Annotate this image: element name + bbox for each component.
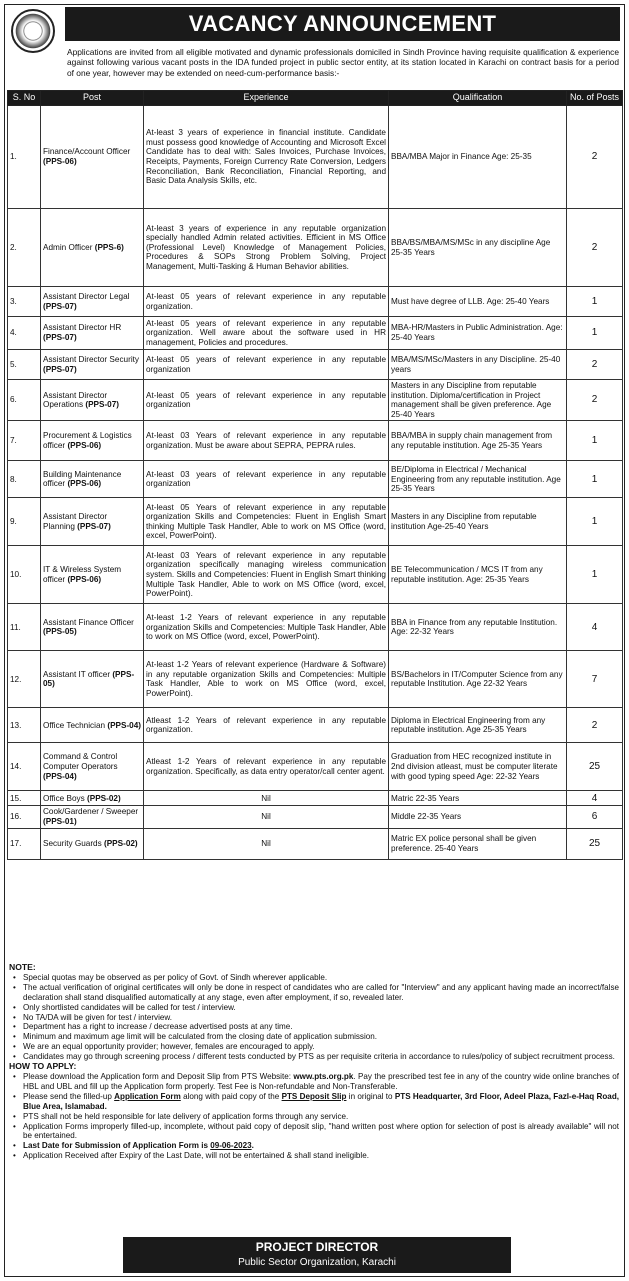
row-experience: At-least 03 Years of relevant experience in any reputable organization specifically managing wireless communication system. Skills and Competencies: Fluent in English Smart thinking Multiple Task Handler, Able to work on MS Office (word, excel, PowerPoint).	[144, 546, 389, 604]
table-row	[8, 546, 623, 604]
post-scale: (PPS-06)	[67, 479, 102, 489]
post-name: Cook/Gardener / Sweeper	[43, 807, 139, 817]
row-posts: 7	[567, 651, 623, 708]
apply-item: • Application Received after Expiry of the Last Date, will not be entertained & shall stand ineligible.	[9, 1151, 619, 1161]
row-qualification: BE Telecommunication / MCS IT from any reputable institution. Age: 25-35 Years	[389, 546, 567, 604]
row-experience: Nil	[144, 828, 389, 859]
header	[5, 5, 624, 45]
row-sno: 14.	[8, 743, 41, 791]
note-item: • Only shortlisted candidates will be called for test / interview.	[9, 1003, 619, 1013]
post-scale: (PPS-6)	[94, 242, 124, 252]
apply-text: . Pay the prescribed test fee in any of the country wide online branches of HBL and UBL and fill up the Application form properly. Test Fee is Non-refundable and Non-Transferable.	[23, 1071, 620, 1091]
row-sno: 5.	[8, 350, 41, 380]
header-sno: S. No	[8, 91, 41, 106]
table-header-row	[8, 91, 623, 106]
apply-item	[9, 1092, 619, 1112]
post-name: Finance/Account Officer	[43, 147, 131, 157]
row-sno: 3.	[8, 287, 41, 317]
row-qualification: Matric 22-35 Years	[389, 791, 567, 806]
table-row	[8, 350, 623, 380]
row-experience: At-least 03 Years of relevant experience in any reputable organization. Must be aware about SEPRA, PEPRA rules.	[144, 421, 389, 461]
row-experience: At-least 1-2 Years of relevant experience in any reputable organization Skills and Competencies: Multiple Task Handler, Able to work on MS Office (word, excel, PowerPoint).	[144, 604, 389, 651]
row-post	[41, 421, 144, 461]
table-row	[8, 380, 623, 421]
post-name: Assistant Director Security	[43, 354, 140, 364]
post-name: Procurement & Logistics officer	[43, 431, 132, 450]
table-row	[8, 106, 623, 209]
row-post	[41, 604, 144, 651]
post-name: Assistant Director Legal	[43, 291, 130, 301]
post-scale: (PPS-02)	[87, 793, 121, 803]
row-experience: Nil	[144, 791, 389, 806]
how-to-apply-heading: HOW TO APPLY:	[9, 1061, 77, 1072]
row-post	[41, 828, 144, 859]
apply-text: Please download the Application form and Deposit Slip from PTS Website:	[23, 1071, 294, 1081]
post-name: Building Maintenance officer	[43, 469, 122, 489]
last-date-value: 09-06-2023	[210, 1141, 252, 1151]
row-sno: 6.	[8, 380, 41, 421]
last-date-label: Last Date for Submission of Application Form is	[23, 1141, 211, 1151]
row-experience: At-least 3 years of experience in any reputable organization specially handled Admin related activities. Efficient in MS Office (Professional Level) Knowledge of Management Policies, Procedures & SOPs Strong Problem Solving, Project Management, Multi-Tasking & Human Behavior abilities.	[144, 209, 389, 287]
table-row	[8, 461, 623, 498]
row-posts: 4	[567, 604, 623, 651]
note-item: • Department has a right to increase / decrease advertised posts at any time.	[9, 1022, 619, 1032]
deposit-slip-label: PTS Deposit Slip	[281, 1091, 347, 1101]
post-name: Assistant IT officer	[43, 669, 111, 679]
apply-item	[9, 1072, 619, 1092]
row-post	[41, 743, 144, 791]
apply-text: in original to	[346, 1091, 395, 1101]
post-scale: (PPS-06)	[43, 157, 77, 166]
footer-title: PROJECT DIRECTOR	[255, 1240, 379, 1254]
row-post	[41, 317, 144, 350]
row-experience: At-least 03 years of relevant experience in any reputable organization	[144, 461, 389, 498]
post-scale: (PPS-02)	[103, 838, 138, 848]
row-post	[41, 209, 144, 287]
row-qualification: MBA-HR/Masters in Public Administration. Age: 25-40 Years	[389, 317, 567, 350]
post-scale: (PPS-06)	[67, 574, 102, 584]
row-experience: Atleast 1-2 Years of relevant experience in any reputable organization. Specifically, as data entry operator/call center agent.	[144, 743, 389, 791]
post-name: Admin Officer	[43, 242, 93, 252]
header-qualification: Qualification	[389, 91, 567, 106]
row-qualification: Graduation from HEC recognized institute in 2nd division atleast, must be computer literate with good typing speed Age: 22-32 Years	[389, 743, 567, 791]
post-name: Assistant Director HR	[43, 323, 122, 333]
row-posts: 2	[567, 380, 623, 421]
pts-website-link[interactable]: www.pts.org.pk	[293, 1071, 354, 1081]
row-post	[41, 806, 144, 828]
post-name: Assistant Finance Officer	[43, 617, 134, 627]
row-qualification: Masters in any Discipline from reputable institution Age-25-40 Years	[389, 498, 567, 546]
row-sno: 11.	[8, 604, 41, 651]
row-experience: At-least 05 Years of relevant experience in any reputable organization Skills and Competencies: Fluent in English Smart thinking Multiple Task Handler, Able to work on MS Office (word, excel, PowerPoint).	[144, 498, 389, 546]
row-post	[41, 461, 144, 498]
table-row	[8, 209, 623, 287]
footer-signature	[123, 1237, 511, 1273]
row-experience: At-least 1-2 Years of relevant experience (Hardware & Software) in any reputable organization Skills and Competencies: Multiple Task Handler, Able to work on MS Office (word, excel, PowerPoint).	[144, 651, 389, 708]
row-posts: 1	[567, 317, 623, 350]
post-scale: (PPS-05)	[43, 627, 77, 637]
government-emblem-icon	[11, 9, 55, 53]
page-title: VACANCY ANNOUNCEMENT	[65, 7, 620, 41]
row-posts: 6	[567, 806, 623, 828]
row-sno: 17.	[8, 828, 41, 859]
footer-organization: Public Sector Organization, Karachi	[238, 1257, 396, 1268]
table-row	[8, 806, 623, 828]
table-row	[8, 743, 623, 791]
row-qualification: BBA/MBA Major in Finance Age: 25-35	[389, 106, 567, 209]
note-item: • Special quotas may be observed as per policy of Govt. of Sindh wherever applicable.	[9, 973, 619, 983]
note-item: • We are an equal opportunity provider; however, females are encouraged to apply.	[9, 1042, 619, 1052]
post-name: Office Boys	[43, 793, 85, 803]
row-posts: 1	[567, 461, 623, 498]
row-posts: 25	[567, 828, 623, 859]
row-sno: 7.	[8, 421, 41, 461]
row-post	[41, 791, 144, 806]
row-experience: At-least 05 years of relevant experience in any reputable organization	[144, 350, 389, 380]
apply-text: along with paid copy of the	[180, 1091, 282, 1101]
row-sno: 9.	[8, 498, 41, 546]
row-sno: 4.	[8, 317, 41, 350]
row-qualification: Masters in any Discipline from reputable institution. Diploma/certification in Project management shall be given preference. Age 25-40 Years	[389, 380, 567, 421]
row-qualification: Middle 22-35 Years	[389, 806, 567, 828]
notes-section	[9, 963, 619, 1161]
row-post	[41, 651, 144, 708]
post-scale: (PPS-04)	[107, 720, 142, 730]
row-qualification: BBA/MBA in supply chain management from any reputable institution. Age 25-35 Years	[389, 421, 567, 461]
apply-item: • PTS shall not be held responsible for late delivery of application forms through any service.	[9, 1112, 619, 1122]
row-qualification: BBA in Finance from any reputable Institution. Age: 22-32 Years	[389, 604, 567, 651]
row-qualification: BS/Bachelors in IT/Computer Science from any reputable Institution. Age 22-32 Years	[389, 651, 567, 708]
row-qualification: Matric EX police personal shall be given preference. 25-40 Years	[389, 828, 567, 859]
row-post	[41, 708, 144, 743]
row-sno: 8.	[8, 461, 41, 498]
row-experience: Nil	[144, 806, 389, 828]
row-qualification: Diploma in Electrical Engineering from any reputable institution. Age 25-35 Years	[389, 708, 567, 743]
row-posts: 1	[567, 287, 623, 317]
intro-paragraph: Applications are invited from all eligible motivated and dynamic professionals domiciled in Sindh Province having requisite qualification & experience against following various vacant posts in the IDA funded project in public sector entity, at its station located in Karachi on contract basis for a period of one year, however may be extended on need-cum-performance basis:-	[67, 47, 619, 78]
row-experience: At-least 05 years of relevant experience in any reputable organization. Well aware about the software used in HR management, Policies and procedures.	[144, 317, 389, 350]
row-sno: 16.	[8, 806, 41, 828]
row-posts: 2	[567, 106, 623, 209]
post-scale: (PPS-06)	[67, 440, 102, 450]
application-form-label: Application Form	[114, 1091, 181, 1101]
row-qualification: BE/Diploma in Electrical / Mechanical Engineering from any reputable institution. Age 25-35 Years	[389, 461, 567, 498]
row-posts: 2	[567, 209, 623, 287]
row-post	[41, 350, 144, 380]
post-scale: (PPS-04)	[43, 771, 77, 781]
post-scale: (PPS-05)	[43, 669, 135, 689]
row-sno: 15.	[8, 791, 41, 806]
post-scale: (PPS-07)	[77, 521, 111, 531]
note-item: • Candidates may go through screening process / different tests conducted by PTS as per requisite criteria in accordance to rules/policy of subject recruitment process.	[9, 1052, 619, 1062]
post-name: IT & Wireless System officer	[43, 565, 122, 584]
post-name: Assistant Director Operations	[43, 390, 108, 410]
table-row	[8, 651, 623, 708]
row-posts: 1	[567, 546, 623, 604]
table-row	[8, 317, 623, 350]
table-body	[8, 106, 623, 860]
table-row	[8, 421, 623, 461]
apply-text: Please send the filled-up	[23, 1091, 115, 1101]
row-posts: 2	[567, 708, 623, 743]
row-sno: 12.	[8, 651, 41, 708]
row-qualification: BBA/BS/MBA/MS/MSc in any discipline Age 25-35 Years	[389, 209, 567, 287]
vacancy-table	[7, 90, 623, 860]
row-posts: 1	[567, 421, 623, 461]
post-scale: (PPS-07)	[43, 333, 77, 342]
apply-item: • Last Date for Submission of Application Form is 09-06-2023.	[9, 1141, 619, 1151]
header-post: Post	[41, 91, 144, 106]
table-row	[8, 498, 623, 546]
note-item: • No TA/DA will be given for test / interview.	[9, 1013, 619, 1023]
table-row	[8, 828, 623, 859]
note-heading: NOTE:	[9, 962, 36, 972]
row-post	[41, 380, 144, 421]
pts-address: PTS Headquarter, 3rd Floor, Adeel Plaza, Fazl-e-Haq Road, Blue Area, Islamabad.	[23, 1091, 620, 1111]
row-sno: 2.	[8, 209, 41, 287]
header-experience: Experience	[144, 91, 389, 106]
post-name: Assistant Director Planning	[43, 512, 108, 531]
row-post	[41, 498, 144, 546]
row-posts: 1	[567, 498, 623, 546]
row-sno: 13.	[8, 708, 41, 743]
post-name: Security Guards	[43, 838, 102, 848]
row-posts: 4	[567, 791, 623, 806]
row-experience: At-least 3 years of experience in financial institute. Candidate must possess good knowledge of Accounting and Microsoft Excel Candidate has to deal with: Sales Invoices, Purchase Invoices, Receipts, Payments, Foreign Currency Rate Conversion, Ledgers Reconciliation, Bank Reconciliation, Financial Reporting, and Basic Data Analysis Skills, etc.	[144, 106, 389, 209]
table-row	[8, 708, 623, 743]
post-scale: (PPS-07)	[43, 301, 77, 311]
apply-item: • Application Forms improperly filled-up, incomplete, without paid copy of deposit slip, "hand written post where option for selection of post is already available" will not be entertained.	[9, 1122, 619, 1142]
note-item: • The actual verification of original certificates will only be done in respect of candidates who are called for "Interview" and any applicant having made an incorrect/false declaration shall stand disqualified automatically at any stage, even after employment, if so, revealed later.	[9, 983, 619, 1003]
post-scale: (PPS-07)	[85, 400, 120, 410]
row-sno: 1.	[8, 106, 41, 209]
post-name: Command & Control Computer Operators	[43, 752, 118, 772]
row-post	[41, 106, 144, 209]
note-item: • Minimum and maximum age limit will be calculated from the closing date of application submission.	[9, 1032, 619, 1042]
post-name: Office Technician	[43, 720, 106, 730]
row-experience: At-least 05 years of relevant experience in any reputable organization.	[144, 287, 389, 317]
row-qualification: Must have degree of LLB. Age: 25-40 Years	[389, 287, 567, 317]
table-row	[8, 604, 623, 651]
row-posts: 25	[567, 743, 623, 791]
post-scale: (PPS-01)	[43, 816, 77, 826]
row-experience: At-least 05 years of relevant experience in any reputable organization	[144, 380, 389, 421]
advertisement-page	[4, 4, 625, 1277]
how-to-apply-list	[9, 1072, 619, 1161]
row-posts: 2	[567, 350, 623, 380]
table-row	[8, 287, 623, 317]
row-post	[41, 546, 144, 604]
row-post	[41, 287, 144, 317]
post-scale: (PPS-07)	[43, 364, 77, 374]
row-qualification: MBA/MS/MSc/Masters in any Discipline. 25-40 years	[389, 350, 567, 380]
row-sno: 10.	[8, 546, 41, 604]
row-experience: Atleast 1-2 Years of relevant experience in any reputable organization.	[144, 708, 389, 743]
note-list	[9, 973, 619, 1062]
table-row	[8, 791, 623, 806]
header-no-of-posts: No. of Posts	[567, 91, 623, 106]
